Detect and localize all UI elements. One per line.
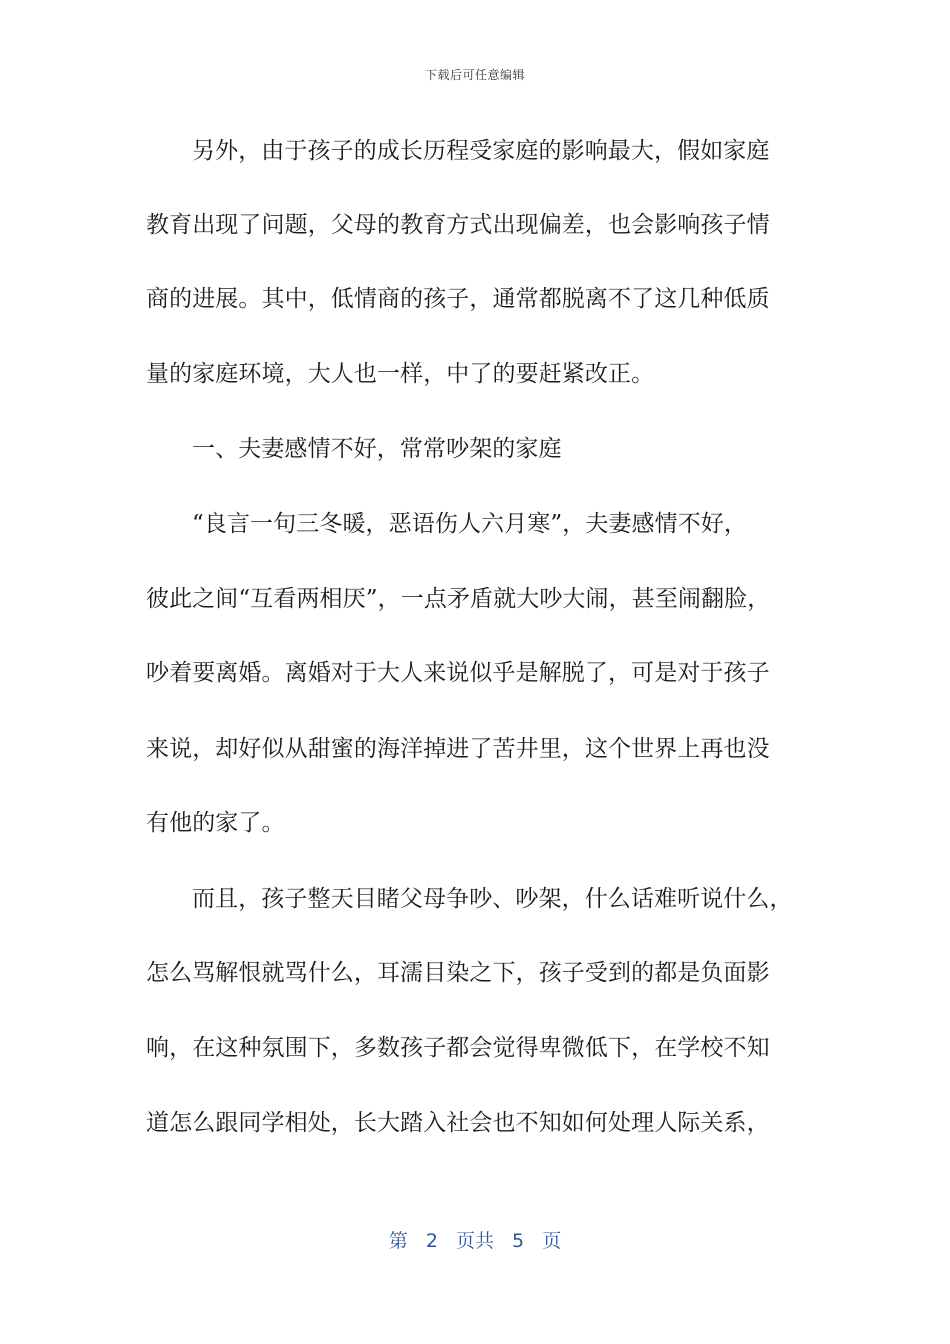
paragraph-line: 来说，却好似从甜蜜的海洋掉进了苦井里，这个世界上再也没 bbox=[146, 736, 770, 762]
paragraph-line: 彼此之间“互看两相厌”，一点矛盾就大吵大闹，甚至闹翻脸， bbox=[146, 586, 771, 612]
paragraph-line: 商的进展。其中，低情商的孩子，通常都脱离不了这几种低质 bbox=[146, 286, 770, 312]
footer-page-number: 2 bbox=[425, 1230, 438, 1252]
paragraph-line: 道怎么跟同学相处，长大踏入社会也不知如何处理人际关系， bbox=[146, 1110, 770, 1136]
footer-di: 第 bbox=[388, 1230, 408, 1252]
footer-total-pages: 5 bbox=[512, 1230, 525, 1252]
paragraph-line: 量的家庭环境，大人也一样，中了的要赶紧改正。 bbox=[146, 361, 655, 387]
paragraph-line: “良言一句三冬暖，恶语伤人六月寒”，夫妻感情不好， bbox=[192, 511, 748, 537]
paragraph-line: 响，在这种氛围下，多数孩子都会觉得卑微低下，在学校不知 bbox=[146, 1035, 770, 1061]
footer-ye-gong: 页共 bbox=[455, 1230, 494, 1252]
paragraph-line: 吵着要离婚。离婚对于大人来说似乎是解脱了，可是对于孩子 bbox=[146, 660, 770, 686]
section-heading: 一、夫妻感情不好，常常吵架的家庭 bbox=[192, 436, 562, 462]
paragraph-line: 怎么骂解恨就骂什么，耳濡目染之下，孩子受到的都是负面影 bbox=[146, 960, 770, 986]
paragraph-line: 有他的家了。 bbox=[146, 810, 285, 836]
page-header: 下载后可任意编辑 bbox=[424, 68, 525, 82]
page-footer bbox=[0, 1226, 950, 1253]
paragraph-line: 教育出现了问题，父母的教育方式出现偏差，也会影响孩子情 bbox=[146, 212, 770, 238]
footer-ye: 页 bbox=[542, 1230, 562, 1252]
paragraph-line: 而且，孩子整天目睹父母争吵、吵架，什么话难听说什么， bbox=[192, 886, 793, 912]
paragraph-line: 另外，由于孩子的成长历程受家庭的影响最大，假如家庭 bbox=[192, 138, 770, 164]
